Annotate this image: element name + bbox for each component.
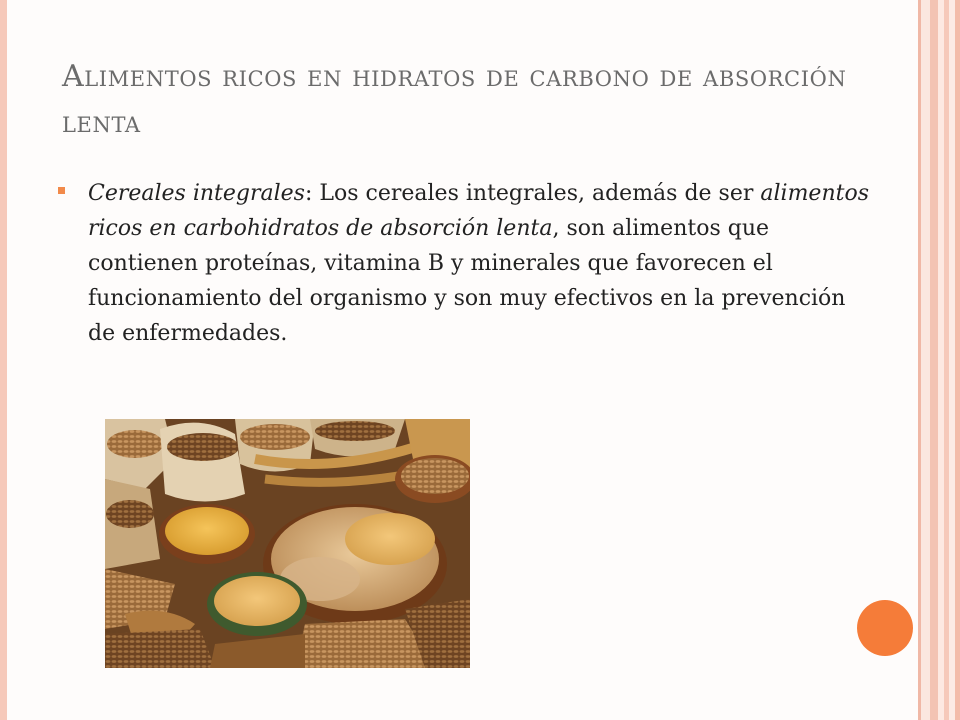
bullet-term-separator: : <box>304 181 320 206</box>
right-stripe-decoration <box>918 0 960 720</box>
left-border-decoration <box>0 0 7 720</box>
bullet-text-part-1: Los cereales integrales, además de ser <box>319 181 761 206</box>
bullet-text-part-2: , son alimentos que contienen proteínas, vitamina B y minerales que favorecen el funcionamiento del organismo y son muy efectivos en la prevención de enfermedades. <box>88 216 846 346</box>
orange-circle-decoration <box>857 600 913 656</box>
cereal-grains-photo <box>105 419 470 668</box>
square-bullet-icon <box>58 187 65 194</box>
bullet-term: Cereales integrales <box>88 181 305 206</box>
bullet-text <box>88 176 878 351</box>
bullet-item <box>58 176 878 351</box>
cereal-grains-illustration <box>105 419 470 668</box>
bullet-emphasis: alimentos ricos en carbohidratos de absorción lenta <box>88 181 869 241</box>
slide-title: Alimentos ricos en hidratos de carbono de absorción lenta <box>62 59 847 140</box>
